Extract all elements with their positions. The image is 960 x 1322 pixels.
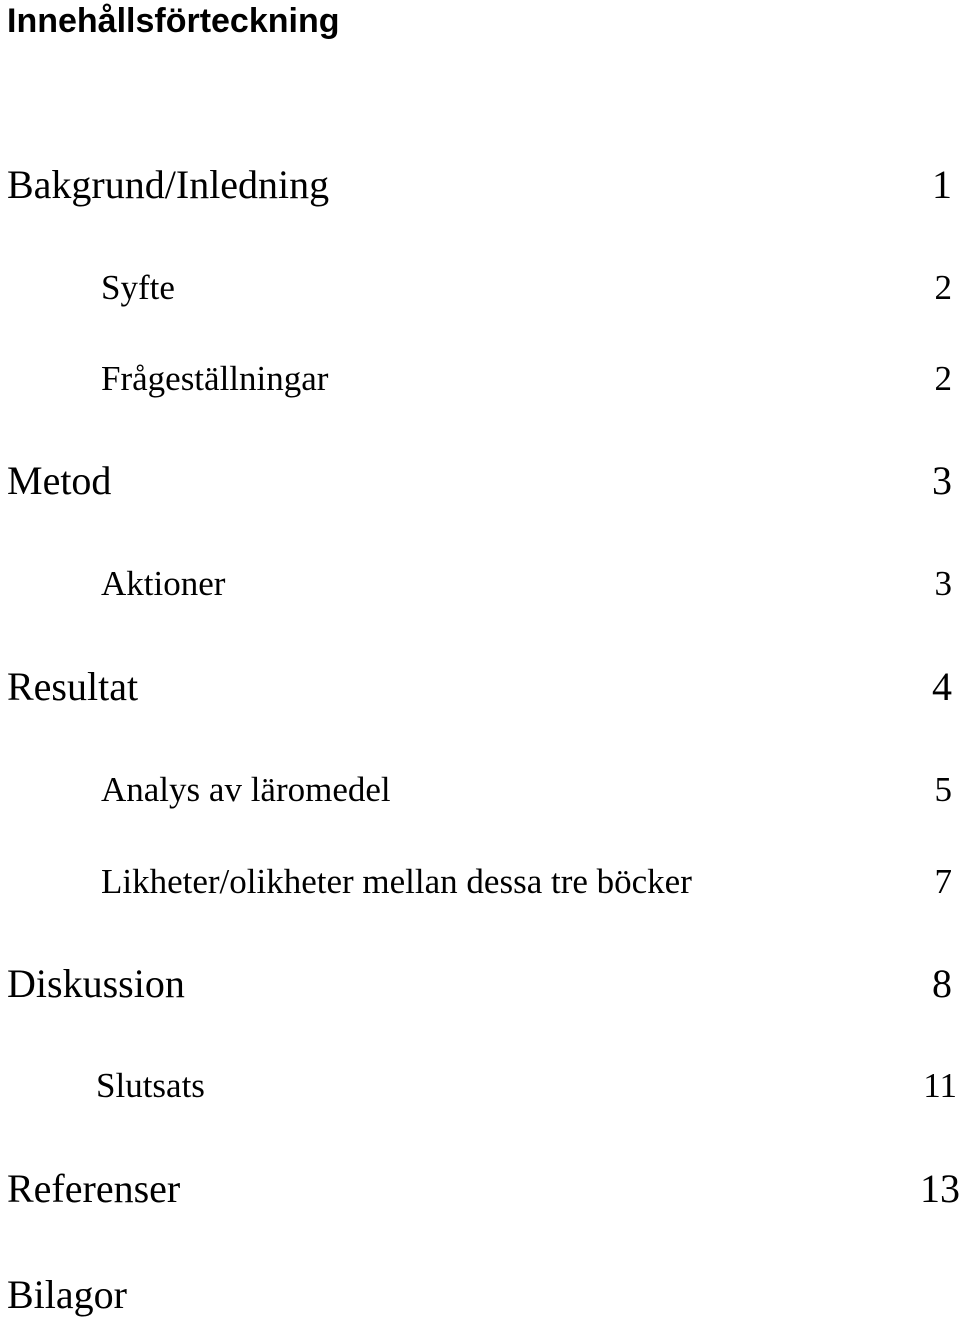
toc-entry-label: Frågeställningar xyxy=(101,359,329,398)
toc-entry-page: 13 xyxy=(920,1166,960,1211)
toc-entry-referenser xyxy=(0,1166,960,1212)
toc-entry-label: Likheter/olikheter mellan dessa tre böcker xyxy=(101,862,692,901)
toc-entry-page: 3 xyxy=(934,564,952,603)
toc-entry-page: 3 xyxy=(932,458,952,503)
toc-entry-page: 2 xyxy=(934,268,952,307)
toc-entry-bilagor xyxy=(0,1272,960,1318)
toc-entry-fragestallningar xyxy=(0,358,960,400)
toc-entry-likheter xyxy=(0,861,960,903)
toc-entry-page: 8 xyxy=(932,961,952,1006)
toc-entry-metod xyxy=(0,458,960,504)
toc-entry-resultat xyxy=(0,664,960,710)
toc-entry-label: Referenser xyxy=(7,1166,181,1211)
toc-entry-aktioner xyxy=(0,563,960,605)
toc-entry-page: 4 xyxy=(932,664,952,709)
toc-entry-label: Diskussion xyxy=(7,961,185,1006)
toc-entry-label: Slutsats xyxy=(96,1066,205,1105)
toc-entry-diskussion xyxy=(0,961,960,1007)
page-title: Innehållsförteckning xyxy=(7,2,340,40)
toc-entry-bakgrund xyxy=(0,162,960,208)
toc-entry-label: Syfte xyxy=(101,268,175,307)
toc-entry-label: Bakgrund/Inledning xyxy=(7,162,330,207)
toc-entry-page: 2 xyxy=(934,359,952,398)
toc-entry-page: 7 xyxy=(934,862,952,901)
toc-entry-analys xyxy=(0,769,960,811)
toc-entry-label: Resultat xyxy=(7,664,139,709)
toc-entry-syfte xyxy=(0,267,960,309)
toc-entry-page: 1 xyxy=(932,162,952,207)
toc-entry-label: Analys av läromedel xyxy=(101,770,391,809)
toc-entry-page: 11 xyxy=(923,1066,957,1105)
toc-entry-slutsats xyxy=(0,1065,960,1107)
toc-entry-label: Metod xyxy=(7,458,112,503)
toc-entry-label: Bilagor xyxy=(7,1272,127,1317)
toc-entry-label: Aktioner xyxy=(101,564,226,603)
toc-entry-page: 5 xyxy=(934,770,952,809)
